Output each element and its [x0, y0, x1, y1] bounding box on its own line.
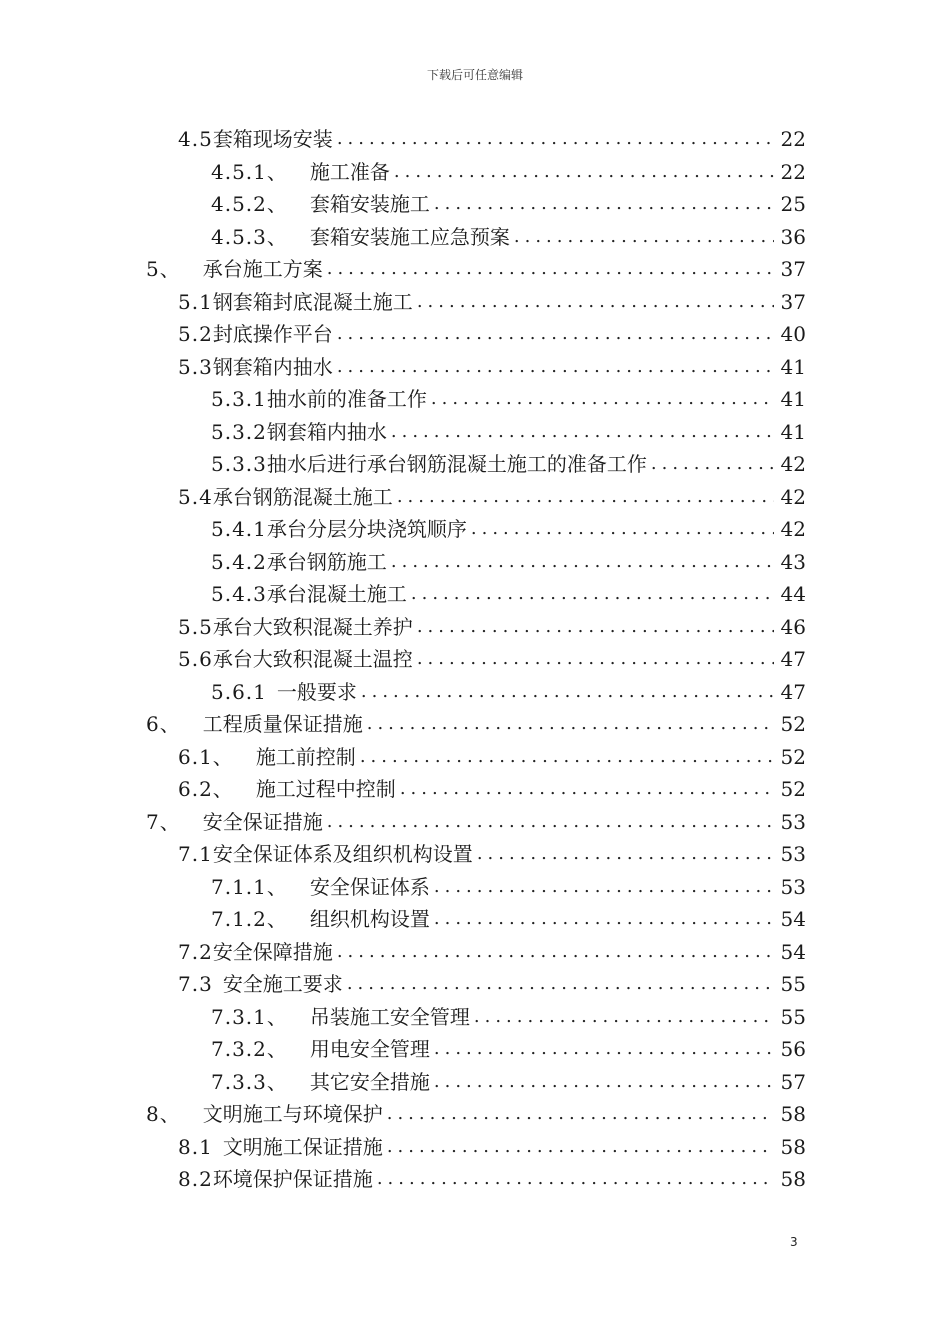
toc-dot-leader	[417, 646, 774, 672]
toc-dot-leader	[417, 289, 774, 315]
toc-entry-title: 套箱安装施工应急预案	[309, 224, 510, 249]
toc-entry-title: 施工前控制	[255, 744, 356, 769]
toc-entry-page: 25	[780, 192, 806, 216]
toc-entry[interactable]	[146, 1095, 806, 1127]
toc-entry-title: 钢套箱内抽水	[266, 419, 387, 444]
toc-entry-page: 40	[780, 322, 806, 346]
toc-entry[interactable]	[211, 445, 806, 477]
page-number: 3	[790, 1235, 798, 1249]
toc-entry-page: 42	[780, 452, 806, 476]
toc-entry-number: 8.1	[178, 1134, 213, 1159]
toc-entry[interactable]	[178, 738, 806, 770]
toc-dot-leader	[327, 809, 774, 835]
toc-dot-leader	[337, 321, 774, 347]
toc-entry[interactable]	[211, 998, 806, 1030]
toc-dot-leader	[434, 906, 774, 932]
toc-entry-title: 承台大致积混凝土温控	[212, 647, 413, 671]
toc-dot-leader	[477, 841, 774, 867]
toc-dot-leader	[360, 744, 774, 770]
toc-entry-page: 44	[780, 582, 806, 606]
toc-entry-number: 6.2、	[178, 777, 234, 801]
toc-dot-leader	[394, 159, 774, 185]
toc-entry-title: 抽水前的准备工作	[266, 387, 427, 411]
toc-entry-page: 47	[780, 679, 806, 704]
toc-entry[interactable]	[178, 1160, 806, 1192]
toc-entry-title: 吊装施工安全管理	[309, 1004, 470, 1029]
toc-entry[interactable]	[211, 575, 806, 607]
toc-entry-title: 承台混凝土施工	[266, 582, 407, 606]
toc-entry-number: 5.2	[178, 322, 213, 346]
toc-entry-number: 7.3	[178, 972, 213, 996]
toc-entry[interactable]	[178, 770, 806, 802]
toc-entry-page: 42	[780, 517, 806, 541]
toc-entry-page: 46	[780, 614, 806, 639]
toc-entry-page: 52	[780, 777, 806, 801]
toc-dot-leader	[514, 224, 774, 250]
toc-entry[interactable]	[211, 1063, 806, 1095]
toc-entry-title: 施工过程中控制	[255, 777, 396, 801]
toc-entry-page: 22	[780, 159, 806, 184]
toc-entry[interactable]	[178, 478, 806, 510]
toc-entry-page: 42	[780, 484, 806, 509]
toc-entry-number: 7.3.2、	[211, 1037, 288, 1061]
toc-entry-title: 文明施工与环境保护	[202, 1102, 383, 1126]
toc-entry-page: 41	[780, 354, 806, 379]
toc-entry[interactable]	[211, 900, 806, 932]
toc-entry-number: 6.1、	[178, 744, 234, 769]
toc-entry-number: 5.4.2	[211, 549, 267, 574]
toc-entry-number: 5.6	[178, 647, 213, 671]
toc-entry-number: 7.2	[178, 939, 213, 964]
toc-entry[interactable]	[211, 868, 806, 900]
toc-dot-leader	[347, 971, 774, 997]
toc-entry-title: 其它安全措施	[309, 1069, 430, 1094]
toc-entry-page: 52	[780, 712, 806, 736]
toc-dot-leader	[337, 354, 774, 380]
toc-entry-title: 承台大致积混凝土养护	[212, 614, 413, 639]
toc-entry-title: 抽水后进行承台钢筋混凝土施工的准备工作	[266, 452, 647, 476]
toc-entry[interactable]	[178, 933, 806, 965]
toc-entry-page: 55	[780, 972, 806, 996]
toc-entry-number: 5.1	[178, 289, 213, 314]
toc-entry-title: 钢套箱内抽水	[212, 354, 333, 379]
toc-dot-leader	[434, 1036, 774, 1062]
toc-entry-title: 安全施工要求	[222, 972, 343, 996]
toc-entry[interactable]	[178, 283, 806, 315]
toc-entry[interactable]	[211, 543, 806, 575]
toc-entry-page: 52	[780, 744, 806, 769]
toc-entry[interactable]	[211, 185, 806, 217]
toc-entry[interactable]	[211, 510, 806, 542]
toc-dot-leader	[367, 711, 774, 737]
toc-entry-title: 承台施工方案	[202, 257, 323, 281]
toc-dot-leader	[474, 1004, 774, 1030]
toc-entry-number: 7.1.1、	[211, 874, 288, 899]
toc-dot-leader	[651, 451, 774, 477]
toc-entry-number: 4.5.1、	[211, 159, 288, 184]
toc-dot-leader	[327, 256, 774, 282]
toc-entry-number: 5、	[146, 257, 181, 281]
toc-dot-leader	[471, 516, 774, 542]
toc-dot-leader	[434, 1069, 774, 1095]
toc-entry-page: 47	[780, 647, 806, 671]
toc-entry-number: 4.5.3、	[211, 224, 288, 249]
toc-entry-page: 58	[780, 1102, 806, 1126]
toc-entry-page: 22	[780, 127, 806, 151]
toc-entry[interactable]	[146, 803, 806, 835]
toc-entry-number: 7、	[146, 809, 181, 834]
toc-entry-page: 53	[780, 809, 806, 834]
toc-entry-page: 37	[780, 257, 806, 281]
toc-entry[interactable]	[211, 413, 806, 445]
toc-entry-page: 56	[780, 1037, 806, 1061]
toc-entry-number: 5.4	[178, 484, 213, 509]
toc-entry[interactable]	[178, 348, 806, 380]
toc-entry-title: 一般要求	[276, 679, 357, 704]
toc-entry-title: 承台钢筋混凝土施工	[212, 484, 393, 509]
toc-entry-number: 7.3.1、	[211, 1004, 288, 1029]
toc-entry[interactable]	[211, 218, 806, 250]
toc-entry-page: 36	[780, 224, 806, 249]
toc-entry-number: 5.5	[178, 614, 213, 639]
toc-dot-leader	[417, 614, 774, 640]
toc-entry[interactable]	[211, 673, 806, 705]
toc-entry[interactable]	[146, 250, 806, 282]
toc-entry-page: 41	[780, 387, 806, 411]
toc-dot-leader	[361, 679, 774, 705]
toc-entry-title: 套箱现场安装	[212, 127, 333, 151]
toc-entry-page: 54	[780, 907, 806, 931]
toc-entry-title: 安全保证体系及组织机构设置	[212, 842, 473, 866]
toc-entry-title: 承台分层分块浇筑顺序	[266, 517, 467, 541]
toc-entry-page: 53	[780, 874, 806, 899]
toc-entry-title: 安全保证体系	[309, 874, 430, 899]
toc-entry-number: 5.3.2	[211, 419, 267, 444]
toc-entry-number: 8.2	[178, 1167, 213, 1191]
header-note: 下载后可任意编辑	[426, 68, 523, 82]
toc-dot-leader	[391, 549, 774, 575]
toc-entry-number: 7.1.2、	[211, 907, 288, 931]
toc-entry-number: 8、	[146, 1102, 181, 1126]
toc-entry[interactable]	[211, 1030, 806, 1062]
toc-dot-leader	[337, 939, 774, 965]
toc-dot-leader	[391, 419, 774, 445]
toc-entry-title: 组织机构设置	[309, 907, 430, 931]
toc-dot-leader	[387, 1101, 774, 1127]
toc-entry-page: 57	[780, 1069, 806, 1094]
toc-entry-number: 5.6.1	[211, 679, 267, 704]
toc-dot-leader	[337, 126, 774, 152]
toc-dot-leader	[431, 386, 774, 412]
toc-entry-number: 6、	[146, 712, 181, 736]
toc-dot-leader	[377, 1166, 774, 1192]
toc-entry-title: 钢套箱封底混凝土施工	[212, 289, 413, 314]
toc-entry-number: 5.4.3	[211, 582, 267, 606]
toc-entry-number: 4.5.2、	[211, 192, 288, 216]
toc-entry-number: 4.5	[178, 127, 213, 151]
toc-entry-title: 封底操作平台	[212, 322, 333, 346]
toc-dot-leader	[434, 874, 774, 900]
toc-entry-page: 55	[780, 1004, 806, 1029]
toc-entry-title: 安全保障措施	[212, 939, 333, 964]
toc-entry[interactable]	[178, 1128, 806, 1160]
toc-entry-page: 53	[780, 842, 806, 866]
toc-entry[interactable]	[211, 380, 806, 412]
toc-entry-number: 5.3.3	[211, 452, 267, 476]
toc-entry-number: 5.3.1	[211, 387, 267, 411]
toc-dot-leader	[434, 191, 774, 217]
toc-entry-number: 7.3.3、	[211, 1069, 288, 1094]
toc-entry-number: 7.1	[178, 842, 213, 866]
toc-entry-page: 37	[780, 289, 806, 314]
toc-entry-page: 58	[780, 1134, 806, 1159]
toc-entry-number: 5.3	[178, 354, 213, 379]
toc-entry-title: 文明施工保证措施	[222, 1134, 383, 1159]
toc-entry-number: 5.4.1	[211, 517, 267, 541]
toc-entry[interactable]	[178, 608, 806, 640]
toc-dot-leader	[400, 776, 774, 802]
toc-entry[interactable]	[178, 120, 806, 152]
toc-entry-title: 用电安全管理	[309, 1037, 430, 1061]
toc-entry[interactable]	[178, 835, 806, 867]
toc-entry[interactable]	[178, 640, 806, 672]
toc-entry[interactable]	[146, 705, 806, 737]
toc-entry-title: 工程质量保证措施	[202, 712, 363, 736]
toc-entry-title: 套箱安装施工	[309, 192, 430, 216]
toc-dot-leader	[397, 484, 774, 510]
toc-entry-title: 施工准备	[309, 159, 390, 184]
toc-entry-page: 58	[780, 1167, 806, 1191]
toc-entry[interactable]	[211, 153, 806, 185]
toc-entry[interactable]	[178, 965, 806, 997]
toc-entry-page: 41	[780, 419, 806, 444]
toc-entry-page: 43	[780, 549, 806, 574]
toc-entry-title: 承台钢筋施工	[266, 549, 387, 574]
toc-dot-leader	[411, 581, 774, 607]
toc-entry-title: 环境保护保证措施	[212, 1167, 373, 1191]
toc-entry[interactable]	[178, 315, 806, 347]
toc-entry-title: 安全保证措施	[202, 809, 323, 834]
toc-entry-page: 54	[780, 939, 806, 964]
toc-dot-leader	[387, 1134, 774, 1160]
